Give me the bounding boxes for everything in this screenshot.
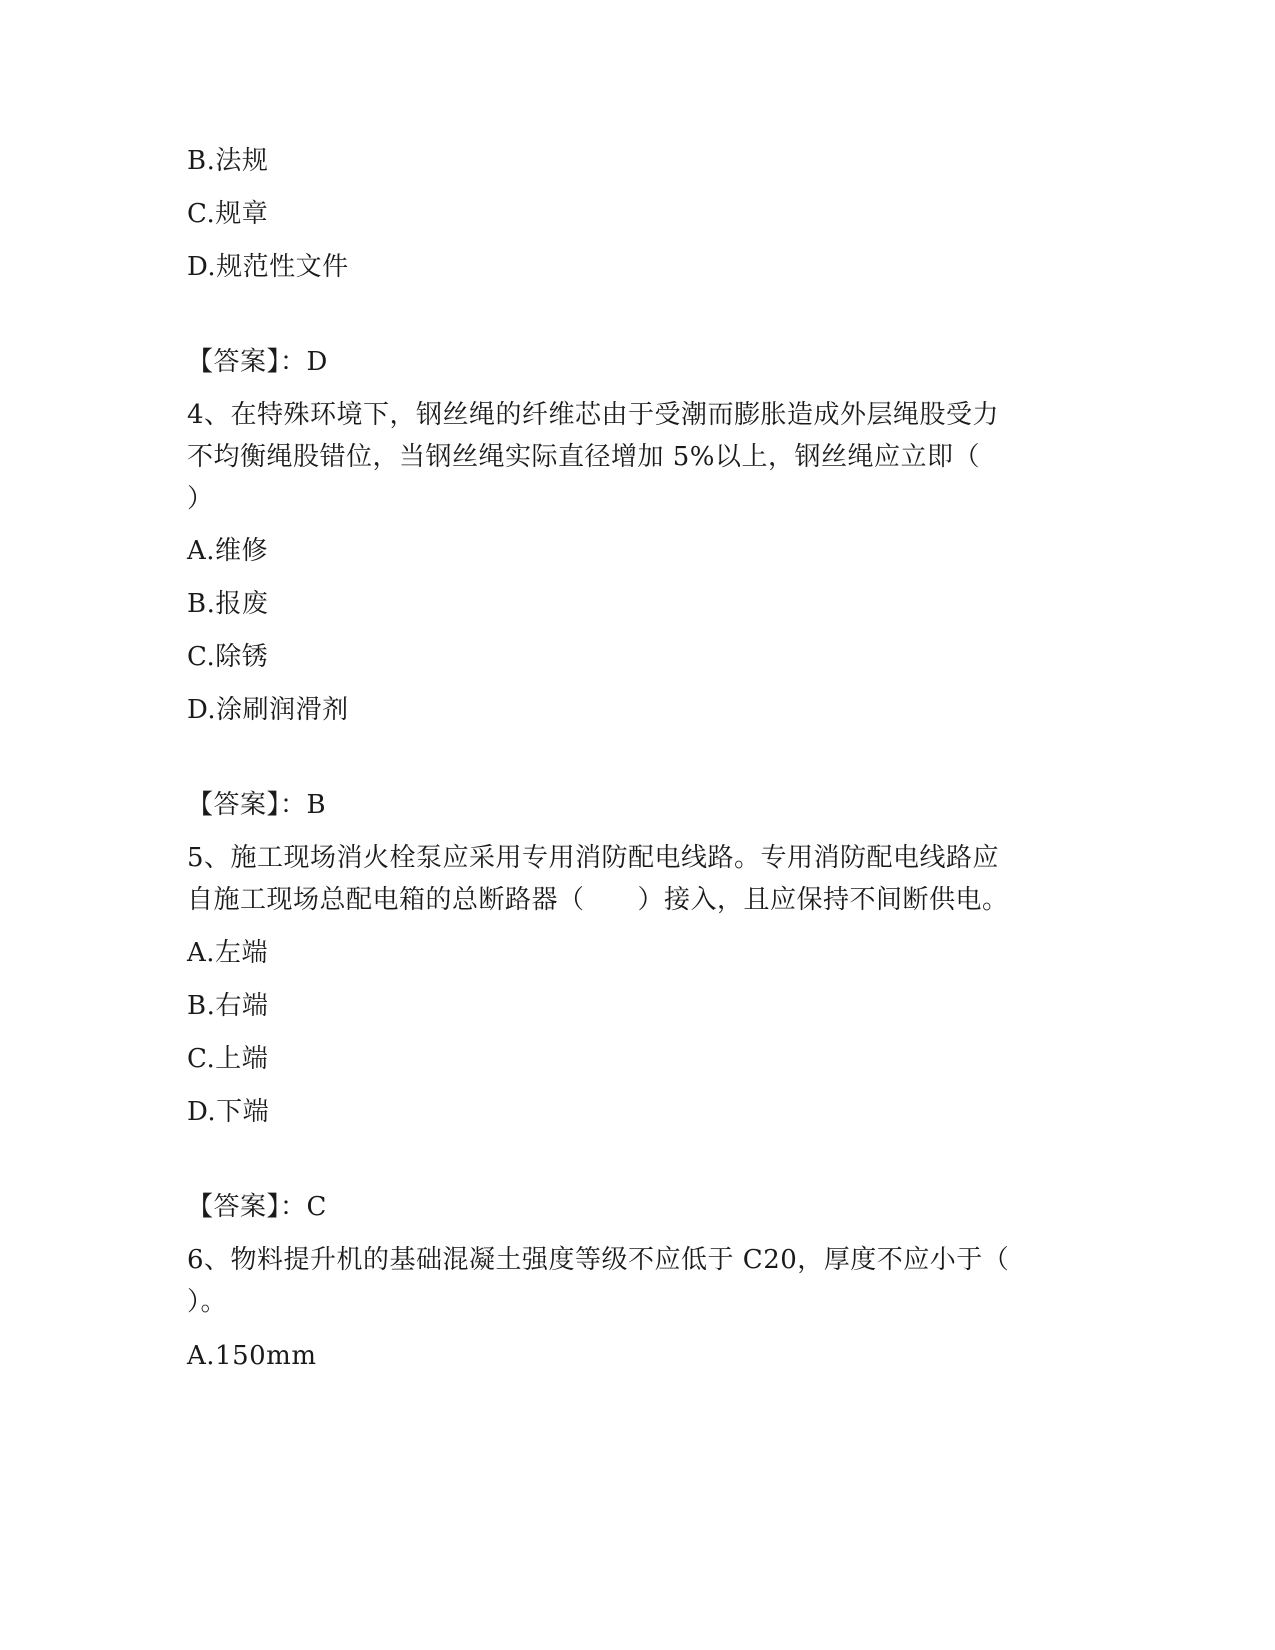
question-4-line-1: 4、在特殊环境下，钢丝绳的纤维芯由于受潮而膨胀造成外层绳股受力	[187, 400, 1000, 430]
option-a: A.150mm	[187, 1341, 317, 1371]
question-5-line-1: 5、施工现场消火栓泵应采用专用消防配电线路。专用消防配电线路应	[187, 843, 1000, 873]
answer-4: 【答案】：B	[187, 790, 327, 820]
option-b: B.报废	[187, 589, 269, 619]
answer-5: 【答案】：C	[187, 1192, 327, 1222]
option-c: C.除锈	[187, 642, 269, 672]
question-6-line-1: 6、物料提升机的基础混凝土强度等级不应低于 C20，厚度不应小于（	[187, 1245, 1010, 1275]
option-b: B.法规	[187, 146, 269, 176]
option-d: D.规范性文件	[187, 252, 349, 282]
option-c: C.上端	[187, 1044, 269, 1074]
question-5-line-2: 自施工现场总配电箱的总断路器（ ）接入，且应保持不间断供电。	[187, 885, 1009, 915]
option-c: C.规章	[187, 199, 269, 229]
question-6-line-2: ）。	[187, 1287, 228, 1317]
option-d: D.涂刷润滑剂	[187, 695, 349, 725]
question-4-line-2: 不均衡绳股错位，当钢丝绳实际直径增加 5%以上，钢丝绳应立即（	[187, 442, 981, 472]
question-4-line-3: ）	[187, 484, 214, 514]
answer-3: 【答案】：D	[187, 347, 328, 377]
option-b: B.右端	[187, 991, 269, 1021]
option-a: A.左端	[187, 938, 269, 968]
option-a: A.维修	[187, 536, 269, 566]
option-d: D.下端	[187, 1097, 270, 1127]
